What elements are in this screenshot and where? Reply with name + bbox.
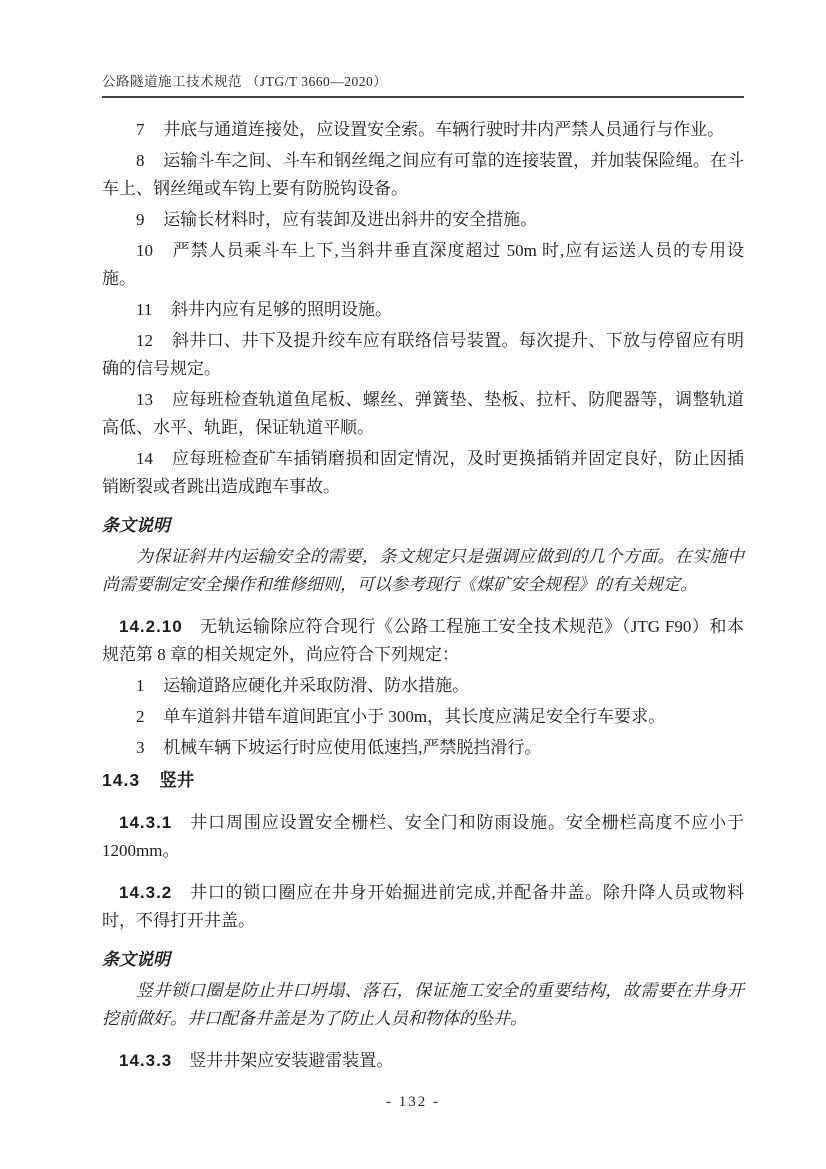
numbered-item-9 xyxy=(102,206,744,234)
item-number: 9 xyxy=(136,210,145,229)
clause-14-3-1 xyxy=(102,809,744,865)
item-number: 2 xyxy=(136,707,145,726)
note-paragraph: 竖井锁口圈是防止井口坍塌、落石，保证施工安全的重要结构，故需要在井身开挖前做好。井口配备井盖是为了防止人员和物体的坠井。 xyxy=(102,981,744,1028)
item-number: 10 xyxy=(136,241,153,260)
item-text: 井底与通道连接处，应设置安全索。车辆行驶时井内严禁人员通行与作业。 xyxy=(163,120,725,139)
item-number: 11 xyxy=(136,300,153,319)
numbered-item-7 xyxy=(102,116,744,144)
section-title: 竖井 xyxy=(159,770,195,790)
item-text: 运输道路应硬化并采取防滑、防水措施。 xyxy=(163,676,470,695)
clause-text: 井口的锁口圈应在井身开始掘进前完成,并配备井盖。除升降人员或物料时，不得打开井盖。 xyxy=(102,883,744,930)
item-text: 单车道斜井错车道间距宜小于 300m，其长度应满足安全行车要求。 xyxy=(163,707,666,726)
clause-number: 14.3.2 xyxy=(119,883,173,902)
item-number: 3 xyxy=(136,738,145,757)
item-text: 严禁人员乘斗车上下,当斜井垂直深度超过 50m 时,应有运送人员的专用设施。 xyxy=(102,241,744,288)
clause-text: 井口周围应设置安全栅栏、安全门和防雨设施。安全栅栏高度不应小于 1200mm。 xyxy=(102,813,744,860)
clause-14-3-3 xyxy=(102,1047,744,1075)
clause-number: 14.2.10 xyxy=(119,617,183,636)
sub-item-1 xyxy=(102,672,744,700)
numbered-item-10 xyxy=(102,237,744,293)
header-rule xyxy=(102,96,744,98)
numbered-item-14 xyxy=(102,445,744,501)
note-paragraph: 为保证斜井内运输安全的需要，条文规定只是强调应做到的几个方面。在实施中尚需要制定安全操作和维修细则，可以参考现行《煤矿安全规程》的有关规定。 xyxy=(102,547,744,594)
item-text: 运输长材料时，应有装卸及进出斜井的安全措施。 xyxy=(163,210,538,229)
item-text: 应每班检查矿车插销磨损和固定情况，及时更换插销并固定良好，防止因插销断裂或者跳出造成跑车事故。 xyxy=(102,449,744,496)
page-content xyxy=(102,116,744,1078)
item-text: 机械车辆下坡运行时应使用低速挡,严禁脱挡滑行。 xyxy=(163,738,542,757)
item-text: 斜井口、井下及提升绞车应有联络信号装置。每次提升、下放与停留应有明确的信号规定。 xyxy=(102,331,744,378)
section-heading-14-3 xyxy=(102,765,744,795)
item-number: 1 xyxy=(136,676,145,695)
sub-item-2 xyxy=(102,703,744,731)
clause-text: 无轨运输除应符合现行《公路工程施工安全技术规范》（JTG F90）和本规范第 8 章的相关规定外，尚应符合下列规定： xyxy=(102,617,744,664)
item-number: 14 xyxy=(136,449,153,468)
note-heading: 条文说明 xyxy=(102,950,170,969)
running-header xyxy=(102,72,744,92)
page-number: - 132 - xyxy=(386,1094,440,1110)
sub-item-3 xyxy=(102,734,744,762)
item-number: 7 xyxy=(136,120,145,139)
item-number: 8 xyxy=(136,151,145,170)
item-text: 应每班检查轨道鱼尾板、螺丝、弹簧垫、垫板、拉杆、防爬器等，调整轨道高低、水平、轨距，保证轨道平顺。 xyxy=(102,390,744,437)
numbered-item-12 xyxy=(102,327,744,383)
numbered-item-11 xyxy=(102,296,744,324)
item-text: 运输斗车之间、斗车和钢丝绳之间应有可靠的连接装置，并加装保险绳。在斗车上、钢丝绳或车钩上要有防脱钩设备。 xyxy=(102,151,744,198)
clause-number: 14.3.1 xyxy=(119,813,173,832)
numbered-item-8 xyxy=(102,147,744,203)
clause-number: 14.3.3 xyxy=(119,1051,173,1070)
clause-14-2-10 xyxy=(102,613,744,669)
clause-text: 竖井井架应安装避雷装置。 xyxy=(189,1051,394,1070)
item-number: 12 xyxy=(136,331,153,350)
item-number: 13 xyxy=(136,390,153,409)
section-number: 14.3 xyxy=(102,770,141,790)
running-header-title: 公路隧道施工技术规范 （JTG/T 3660—2020） xyxy=(102,74,388,89)
clause-14-3-2 xyxy=(102,879,744,935)
item-text: 斜井内应有足够的照明设施。 xyxy=(171,300,393,319)
note-heading: 条文说明 xyxy=(102,516,170,535)
numbered-item-13 xyxy=(102,386,744,442)
